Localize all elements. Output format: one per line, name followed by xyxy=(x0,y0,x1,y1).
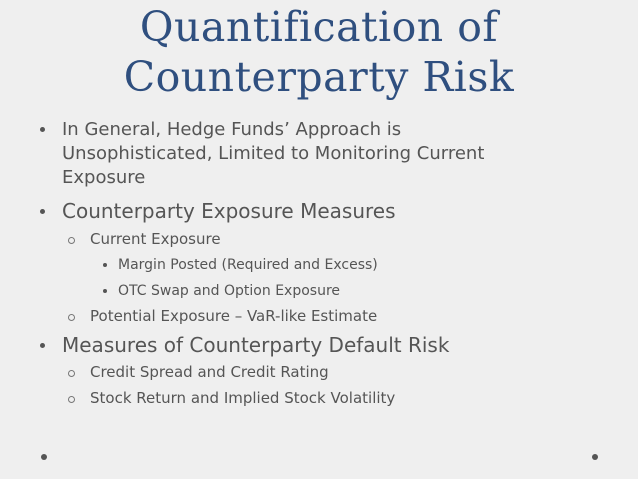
bullet-3-text: Measures of Counterparty Default Risk xyxy=(62,333,450,357)
slide-title-line-2: Counterparty Risk xyxy=(123,53,515,101)
bullet-1-line-1: In General, Hedge Funds’ Approach is xyxy=(62,119,402,140)
sub-sub-bullet-dot-icon xyxy=(103,289,107,293)
sub-bullet-ring-icon xyxy=(68,314,75,321)
sub-bullet-ring-icon xyxy=(68,370,75,377)
sub-sub-bullet-otc: OTC Swap and Option Exposure xyxy=(118,283,341,299)
sub-bullet-current-exposure: Current Exposure xyxy=(90,230,221,248)
bullet-dot-icon xyxy=(40,209,45,214)
sub-bullet-potential-exposure: Potential Exposure – VaR-like Estimate xyxy=(90,307,378,325)
sub-sub-bullet-dot-icon xyxy=(103,263,107,267)
sub-bullet-ring-icon xyxy=(68,237,75,244)
sub-bullet-credit-spread: Credit Spread and Credit Rating xyxy=(90,363,329,381)
bullet-dot-icon xyxy=(40,343,45,348)
footer-right-dot-icon xyxy=(592,454,598,460)
sub-sub-bullet-margin: Margin Posted (Required and Excess) xyxy=(118,257,378,273)
sub-bullet-ring-icon xyxy=(68,396,75,403)
bullet-dot-icon xyxy=(40,127,45,132)
slide-title-line-1: Quantification of xyxy=(139,3,499,51)
sub-bullet-stock-return: Stock Return and Implied Stock Volatility xyxy=(90,389,396,407)
footer-left-dot-icon xyxy=(41,454,47,460)
bullet-2-text: Counterparty Exposure Measures xyxy=(62,199,396,223)
bullet-1-line-3: Exposure xyxy=(62,167,146,188)
bullet-1-line-2: Unsophisticated, Limited to Monitoring Current xyxy=(62,143,485,164)
slide-title xyxy=(60,2,578,102)
